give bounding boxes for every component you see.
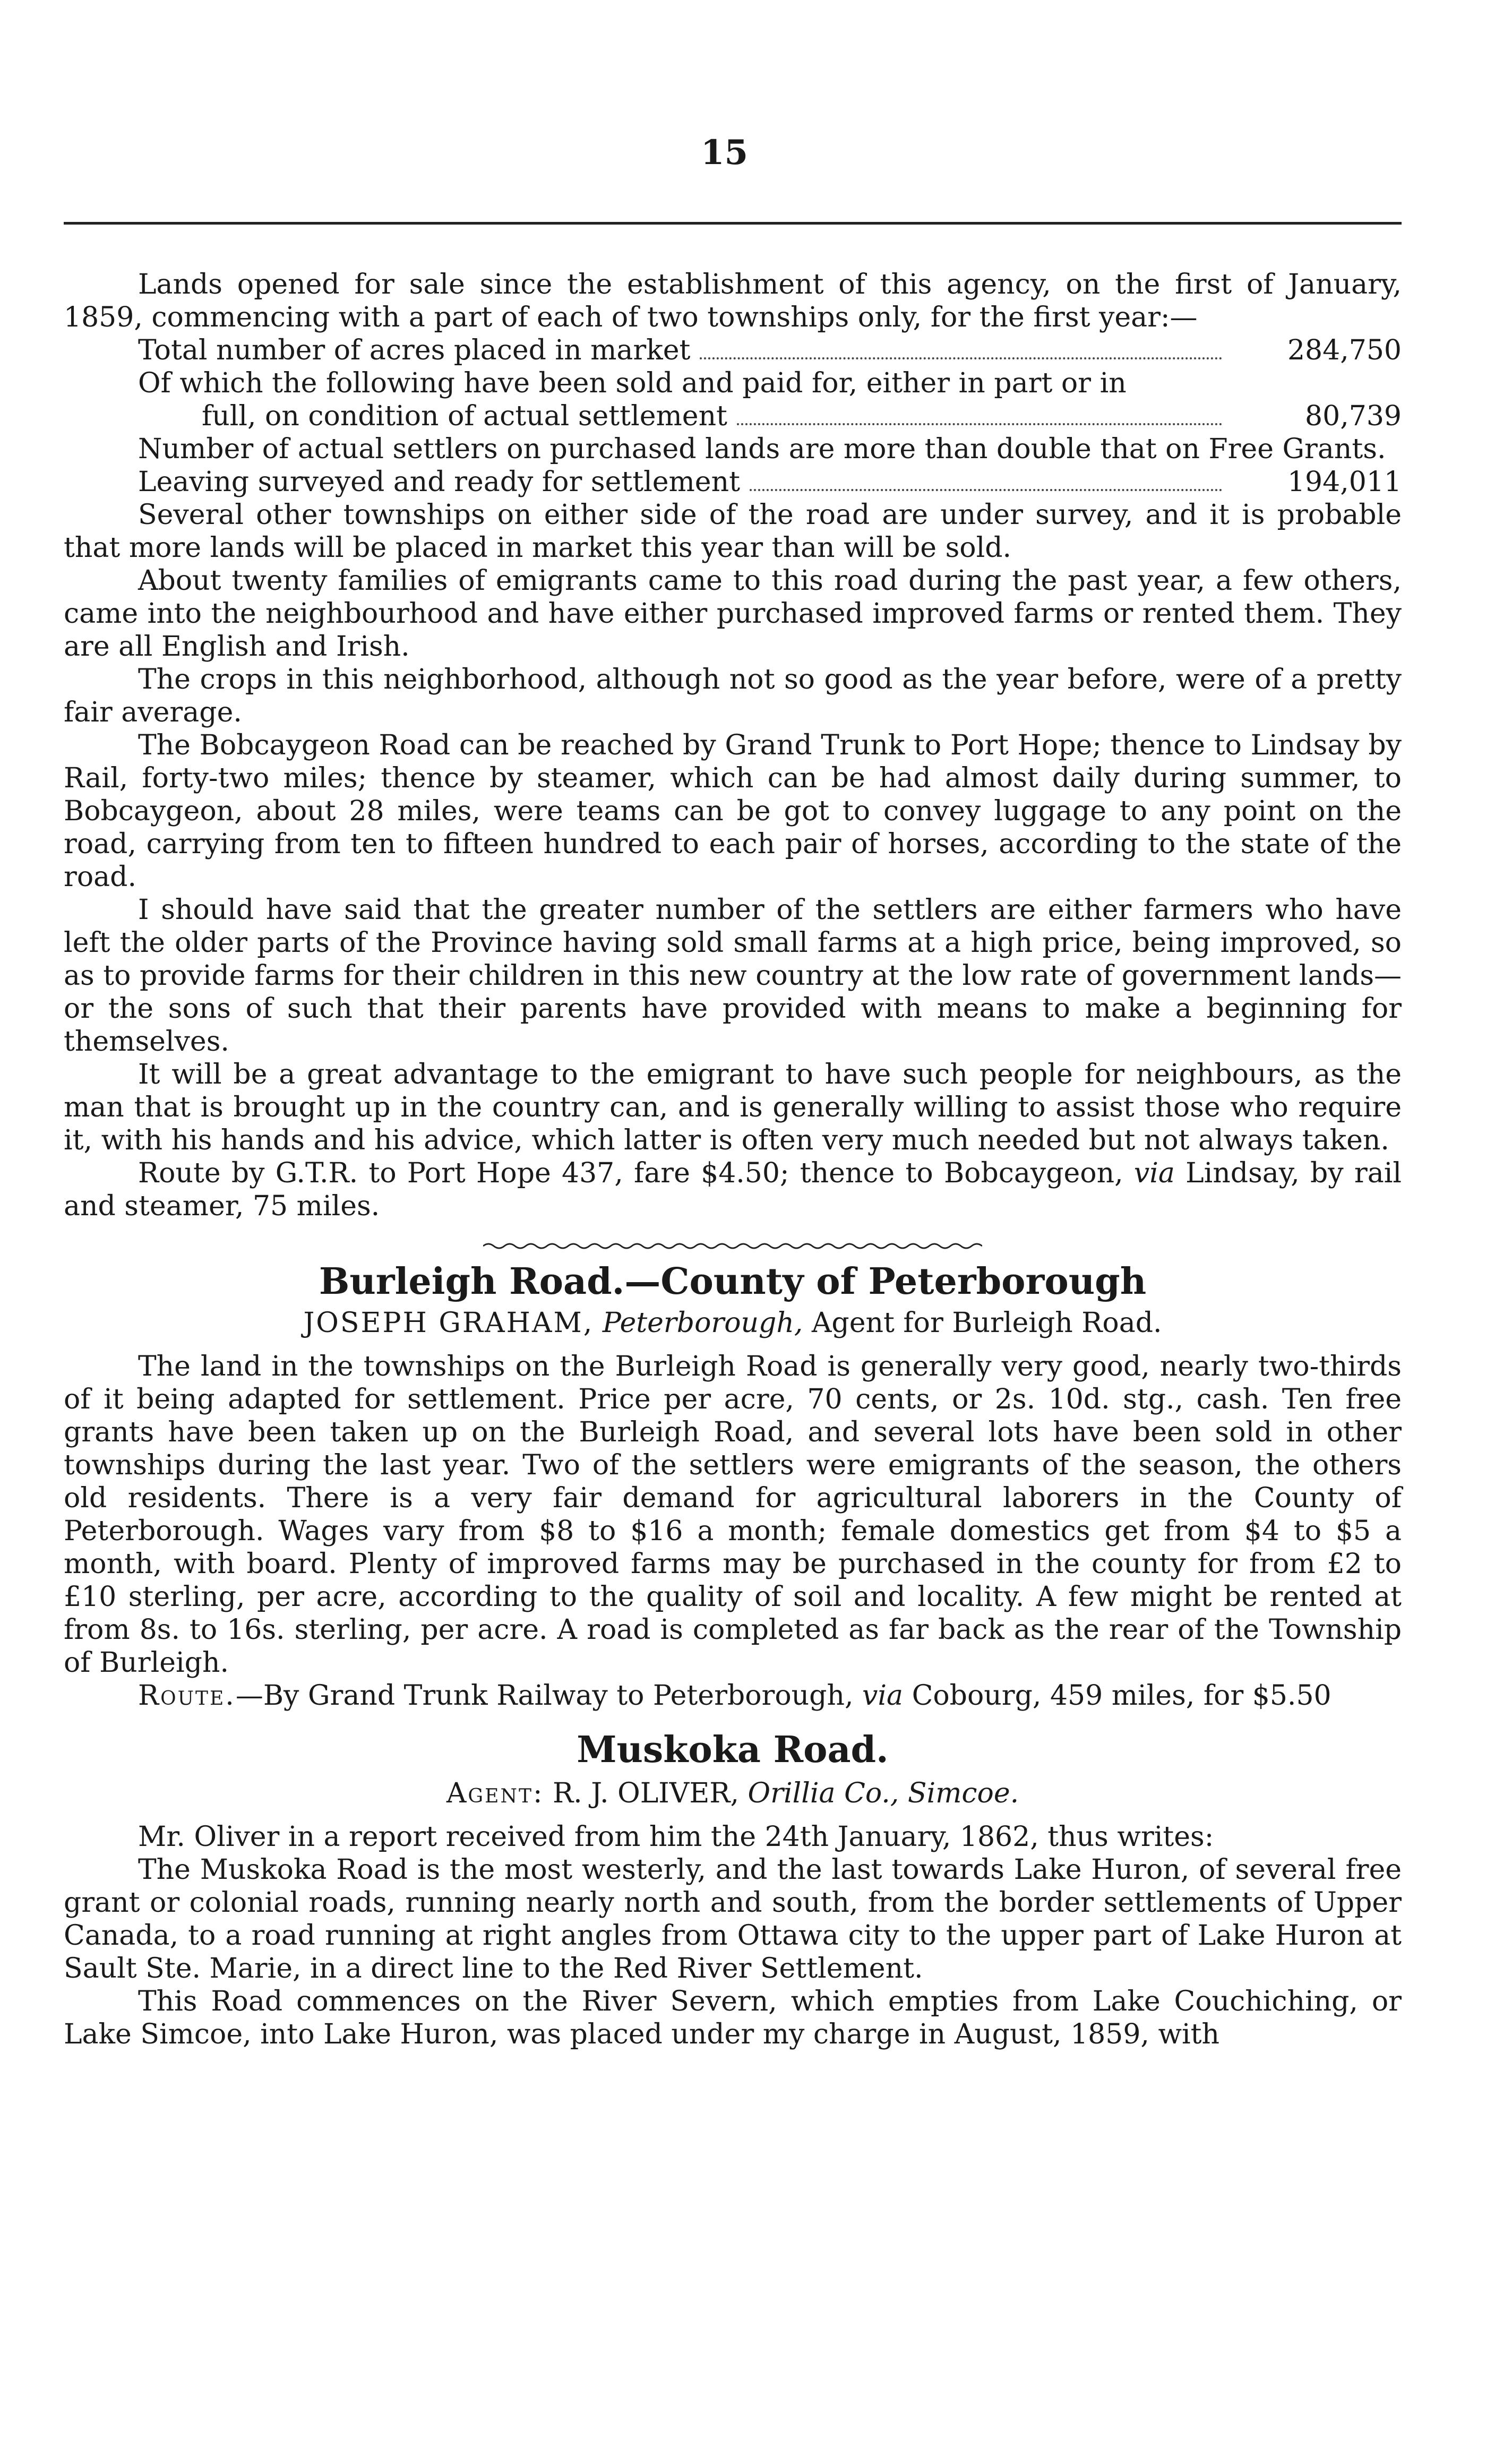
agent-place: Orillia Co., Simcoe. <box>748 1777 1019 1809</box>
stat-total-acres <box>64 334 1402 367</box>
paragraph-crops: The crops in this neighborhood, although not so good as the year before, were of a pretty fair average. <box>64 664 1402 728</box>
agent-place: Peterborough, <box>602 1307 803 1339</box>
stat-label: Of which the following have been sold and paid for, either in part or in <box>138 367 1127 399</box>
lands-intro-paragraph: Lands opened for sale since the establishment of this agency, on the first of January, 1859, commencing with a part of each of two townships only, for the first year:— <box>64 269 1402 333</box>
stat-value: 284,750 <box>1287 334 1402 366</box>
stat-sold-acres <box>64 400 1402 433</box>
route-text: Cobourg, 459 miles, for $5.50 <box>912 1680 1331 1712</box>
paragraph-bobcaygeon: The Bobcaygeon Road can be reached by Grand Trunk to Port Hope; thence to Lindsay by Rail, forty-two miles; thence by steamer, which can be had almost daily during summer, to Bobcaygeon, about 28 miles, were teams can be got to convey luggage to any point on the road, carrying from ten to fifteen hundred to each pair of horses, according to the state of the road. <box>64 729 1402 893</box>
route-burleigh <box>64 1679 1402 1712</box>
header-rule <box>64 222 1402 225</box>
route-text: Lindsay, by rail and steamer, 75 miles. <box>64 1157 1402 1222</box>
burleigh-agent-line <box>64 1305 1402 1341</box>
route-label: Route. <box>138 1680 236 1712</box>
paragraph-report: Mr. Oliver in a report received from him the 24th January, 1862, thus writes: <box>138 1821 1214 1853</box>
stat-label: Total number of acres placed in market <box>138 334 691 366</box>
stat-sold-heading <box>64 367 1402 400</box>
burleigh-heading: Burleigh Road.—County of Peterborough <box>319 1260 1147 1303</box>
route-bobcaygeon <box>64 1157 1402 1223</box>
agent-name: R. J. OLIVER, <box>553 1777 739 1809</box>
paragraph-severn: This Road commences on the River Severn, which empties from Lake Couchiching, or Lake Simcoe, into Lake Huron, was placed under my charge in August, 1859, with <box>64 1986 1402 2050</box>
page-content <box>64 268 1402 2051</box>
burleigh-paragraph: The land in the townships on the Burleigh Road is generally very good, nearly two-thirds of it being adapted for settlement. Price per acre, 70 cents, or 2s. 10d. stg., cash. Ten free grants have been taken up on the Burleigh Road, and several lots have been sold in other townships during the last year. Two of the settlers were emigrants of the season, the others old residents. There is a very fair demand for agricultural laborers in the County of Peterborough. Wages vary from $8 to $16 a month; female domestics get from $4 to $5 a month, with board. Plenty of improved farms may be purchased in the county for from £2 to £10 sterling, per acre, according to the quality of soil and locality. A few might be rented at from 8s. to 16s. sterling, per acre. A road is completed as far back as the rear of the Township of Burleigh. <box>64 1351 1402 1679</box>
stat-label: Leaving surveyed and ready for settlement <box>138 466 740 498</box>
stat-leaving <box>64 466 1402 499</box>
settlers-line: Number of actual settlers on purchased lands are more than double that on Free Grants. <box>138 433 1386 465</box>
stat-value: 194,011 <box>1287 466 1402 498</box>
stat-value: 80,739 <box>1305 400 1402 432</box>
paragraph-settlers: I should have said that the greater number of the settlers are either farmers who have left the older parts of the Province having sold small farms at a high price, being improved, so as to provide farms for their children in this new country at the low rate of government lands—or the sons of such that their parents have provided with means to make a beginning for themselves. <box>64 894 1402 1058</box>
paragraph-neighbours: It will be a great advantage to the emigrant to have such people for neighbours, as the man that is brought up in the country can, and is generally willing to assist those who require it, with his hands and his advice, which latter is often very much needed but not always taken. <box>64 1059 1402 1156</box>
paragraph-families: About twenty families of emigrants came to this road during the past year, a few others, came into the neighbourhood and have either purchased improved farms or rented them. They are all English and Irish. <box>64 565 1402 663</box>
via-text: via <box>1133 1157 1175 1189</box>
leader-dots <box>750 489 1222 491</box>
agent-role: Agent for Burleigh Road. <box>811 1307 1162 1339</box>
via-text: via <box>862 1680 904 1712</box>
section-divider-ornament <box>483 1242 982 1250</box>
leader-dots <box>737 423 1222 425</box>
leader-dots <box>700 357 1222 359</box>
muskoka-heading: Muskoka Road. <box>577 1729 889 1771</box>
agent-label: Agent: <box>446 1777 544 1809</box>
route-text: Route by G.T.R. to Port Hope 437, fare $4.50; thence to Bobcaygeon, <box>138 1157 1123 1189</box>
route-text: —By Grand Trunk Railway to Peterborough, <box>235 1680 854 1712</box>
paragraph-townships: Several other townships on either side of the road are under survey, and it is probable that more lands will be placed in market this year than will be sold. <box>64 499 1402 564</box>
paragraph-muskoka-road: The Muskoka Road is the most westerly, and the last towards Lake Huron, of several free grant or colonial roads, running nearly north and south, from the border settlements of Upper Canada, to a road running at right angles from Ottawa city to the upper part of Lake Huron at Sault Ste. Marie, in a direct line to the Red River Settlement. <box>64 1854 1402 1985</box>
page-number: 15 <box>701 133 749 173</box>
muskoka-agent-line <box>64 1776 1402 1811</box>
agent-name: JOSEPH GRAHAM, <box>303 1307 594 1339</box>
stat-label: full, on condition of actual settlement <box>202 400 727 432</box>
